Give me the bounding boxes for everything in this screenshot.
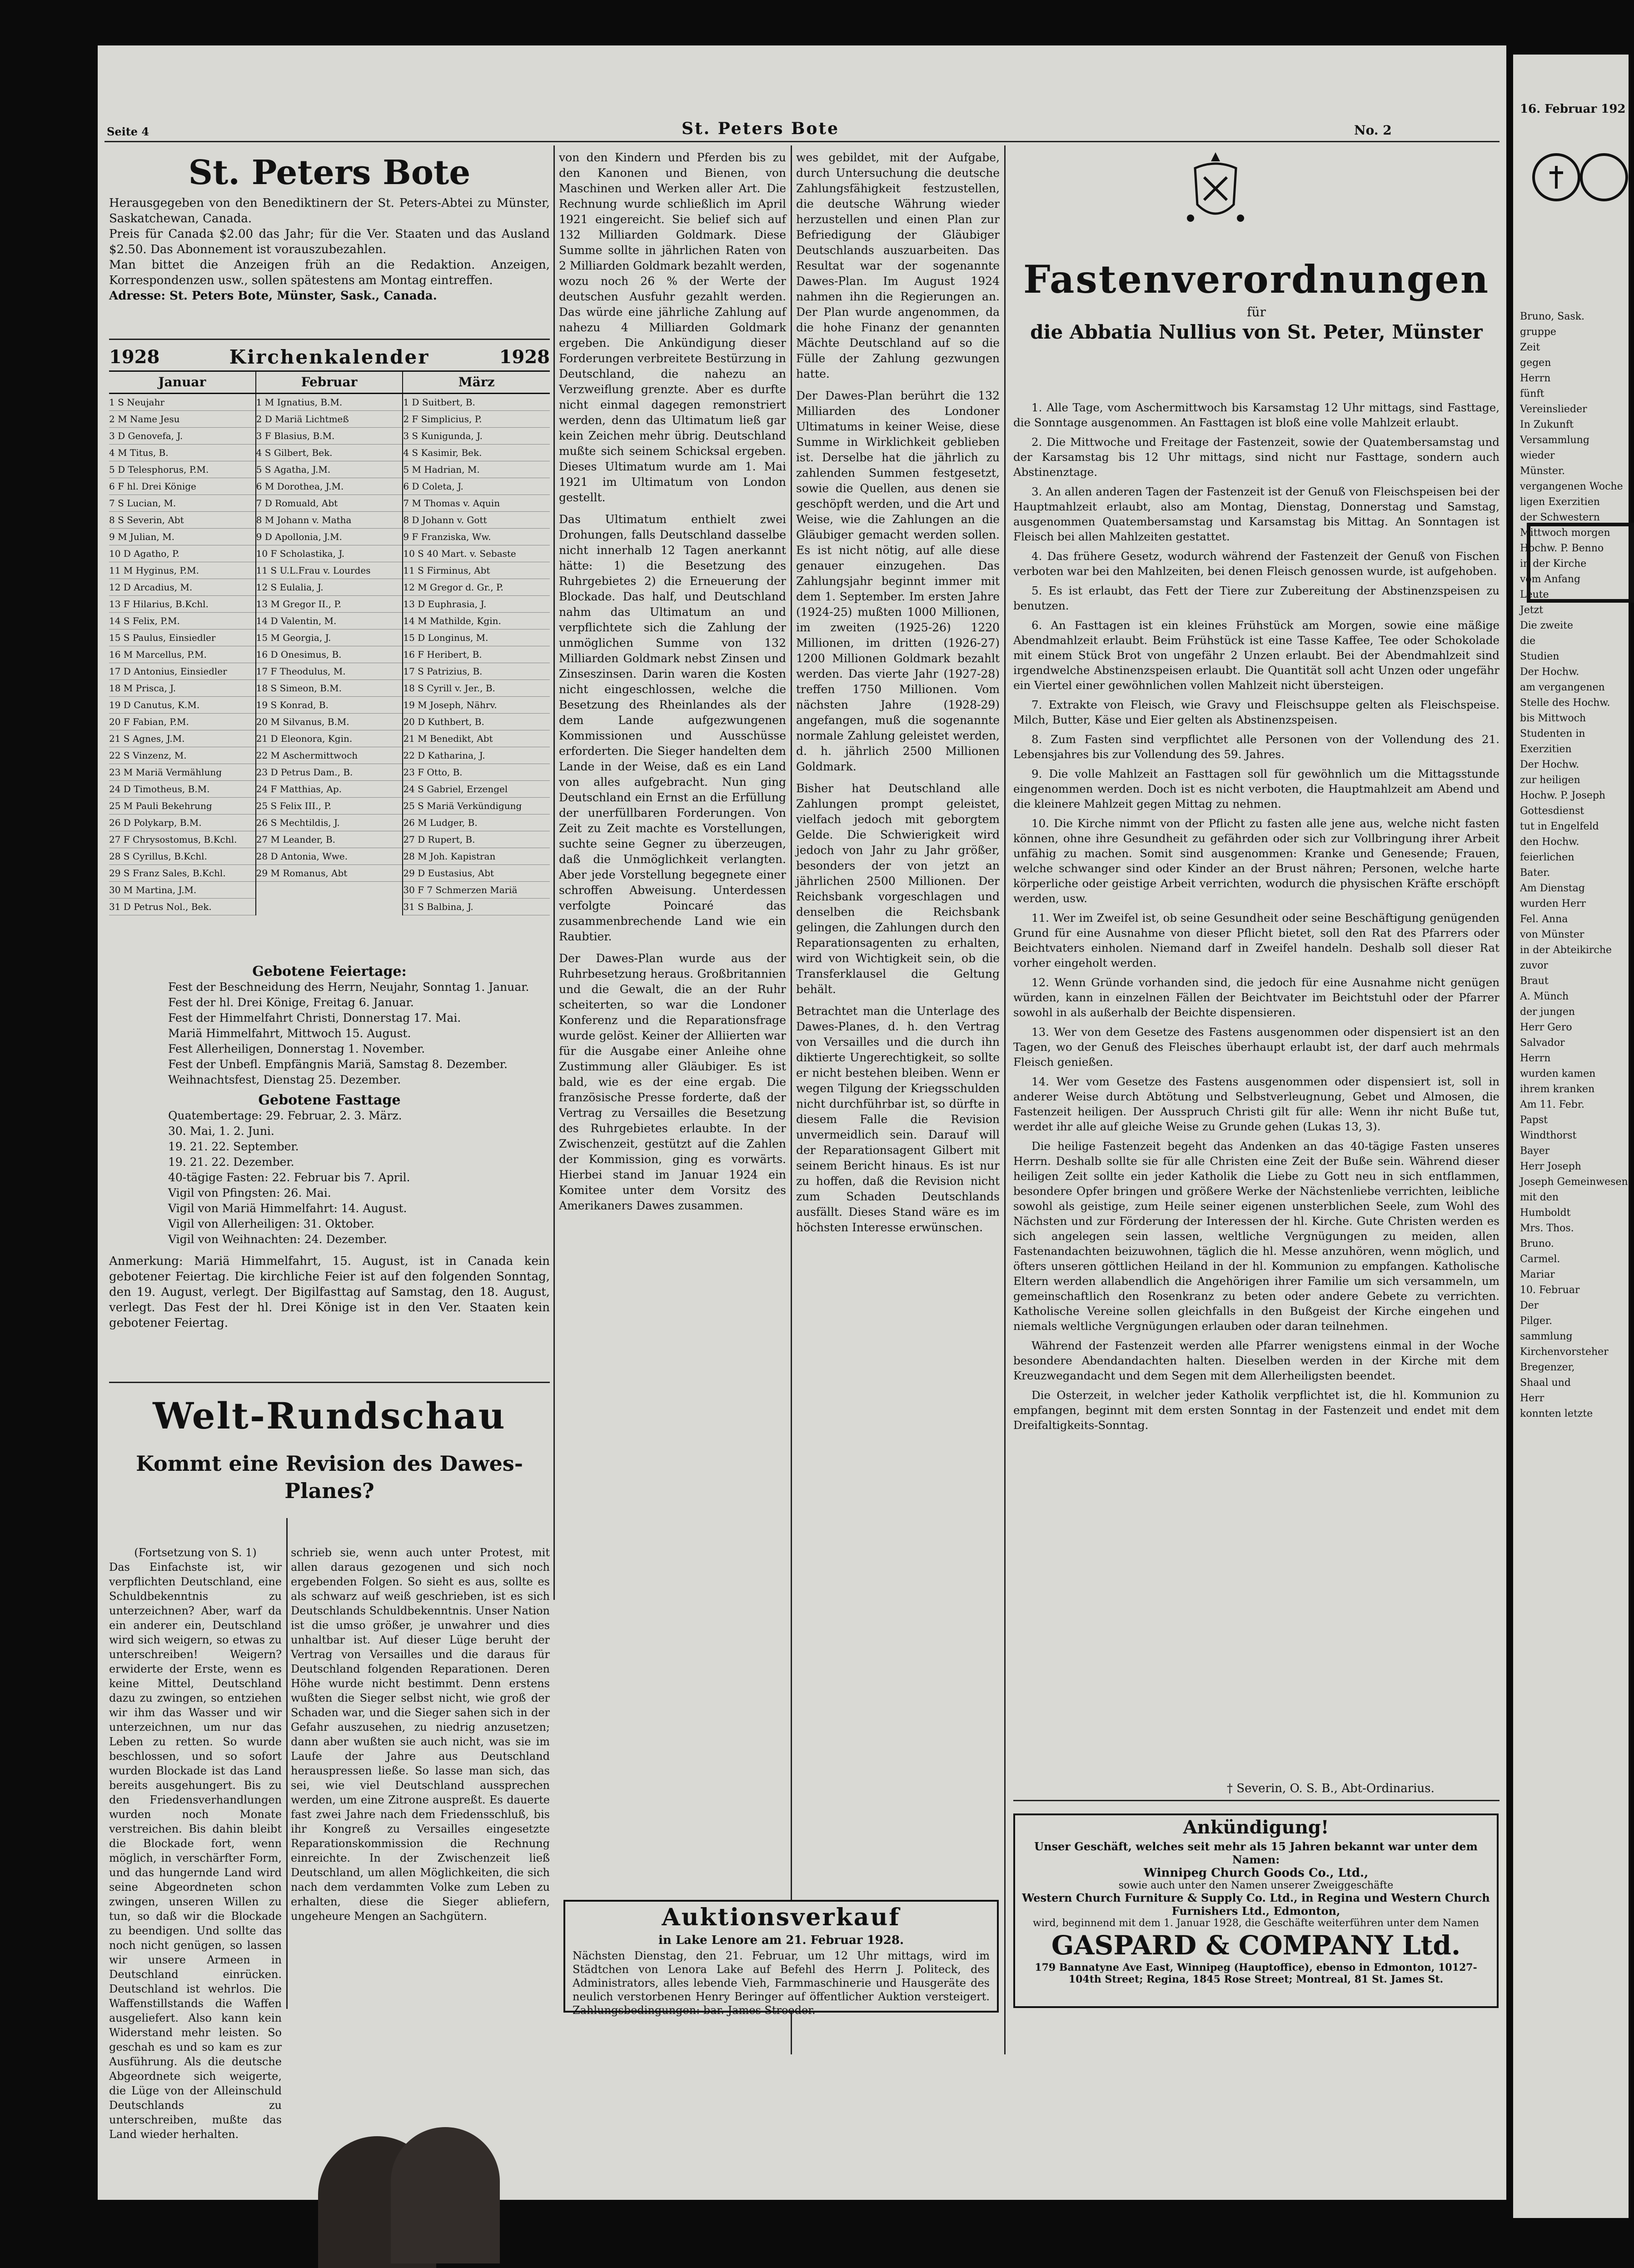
adjacent-line: zuvor	[1520, 960, 1548, 971]
adjacent-line: Bayer	[1520, 1145, 1550, 1157]
calendar-day: 4 S Gilbert, Bek.	[256, 445, 403, 461]
calendar-day: 3 F Blasius, B.M.	[256, 428, 403, 445]
adjacent-line: wurden kamen	[1520, 1068, 1596, 1079]
calendar-day: 1 D Suitbert, B.	[403, 394, 550, 411]
decree-item: 5. Es ist erlaubt, das Fett der Tiere zur Zubereitung der Abstinenzspeisen zu benutzen.	[1013, 584, 1499, 612]
adjacent-line: Studien	[1520, 651, 1559, 662]
auction-text: Nächsten Dienstag, den 21. Februar, um 12 Uhr mittags, wird im Städtchen von Lenora Lake auf Befehl des Herrn J. Politeck, des Administrators, alles lebende Vieh, Farmmaschinerie und Hausgeräte des neulich verstorbenen Henry Beringer auf öffentlicher Auktion versteigert. Zahlungsbedingungen: bar. James Stroeder.	[573, 1949, 990, 2017]
calendar-day: 6 F hl. Drei Könige	[109, 478, 255, 495]
fast-line: 40-tägige Fasten: 22. Februar bis 7. April.	[168, 1171, 410, 1184]
feast-line: Fest Allerheiligen, Donnerstag 1. November.	[168, 1042, 425, 1055]
calendar-day: 27 F Chrysostomus, B.Kchl.	[109, 831, 255, 848]
adjacent-line: sammlung	[1520, 1331, 1573, 1342]
calendar-day: 7 S Lucian, M.	[109, 495, 255, 512]
adjacent-line: von Münster	[1520, 929, 1584, 940]
column-rule	[286, 1518, 288, 2009]
calendar-day: 3 S Kunigunda, J.	[403, 428, 550, 445]
calendar-day: 23 M Mariä Vermählung	[109, 764, 255, 781]
fasting-decree-header	[1011, 255, 1502, 345]
adjacent-line: Shaal und	[1520, 1377, 1571, 1389]
adjacent-line: Der Hochw.	[1520, 759, 1579, 770]
calendar-day: 7 M Thomas v. Aquin	[403, 495, 550, 512]
calendar-day: 9 F Franziska, Ww.	[403, 529, 550, 545]
month-january: Januar	[109, 372, 256, 393]
calendar-day: 24 S Gabriel, Erzengel	[403, 781, 550, 798]
adjacent-line: Windthorst	[1520, 1130, 1577, 1141]
adjacent-text	[1520, 309, 1628, 2173]
auction-notice	[563, 1900, 999, 2017]
calendar-day: 24 F Matthias, Ap.	[256, 781, 403, 798]
calendar-day: 12 S Eulalia, J.	[256, 579, 403, 596]
column-rule	[791, 145, 792, 2054]
calendar-day: 21 S Agnes, J.M.	[109, 730, 255, 747]
adjacent-line: Der	[1520, 1300, 1539, 1311]
calendar-day: 22 M Aschermittwoch	[256, 747, 403, 764]
calendar-day: 19 S Konrad, B.	[256, 697, 403, 714]
adjacent-line: Papst	[1520, 1114, 1548, 1126]
adjacent-line: Mariar	[1520, 1269, 1555, 1280]
calendar-day: 9 M Julian, M.	[109, 529, 255, 545]
adjacent-line: Vereinslieder	[1520, 404, 1587, 415]
ad-line: Western Church Furniture & Supply Co. Ltd., in Regina und Western Church Furnishers Ltd., Edmonton,	[1022, 1891, 1490, 1918]
calendar-day: 26 M Ludger, B.	[403, 814, 550, 831]
article-column-2	[291, 1545, 550, 2009]
calendar-day: 28 M Joh. Kapistran	[403, 848, 550, 865]
calendar-day: 12 M Gregor d. Gr., P.	[403, 579, 550, 596]
masthead-line: Man bittet die Anzeigen früh an die Redaktion. Anzeigen, Korrespondenzen usw., sollen spätestens am Montag eintreffen.	[109, 258, 550, 287]
calendar-day: 8 M Johann v. Matha	[256, 512, 403, 529]
feast-line: Fest der Himmelfahrt Christi, Donnerstag 17. Mai.	[168, 1011, 461, 1024]
calendar-day: 23 D Petrus Dam., B.	[256, 764, 403, 781]
decree-item: 7. Extrakte von Fleisch, wie Gravy und Fleischsuppe gelten als Fleischspeise. Milch, Butter, Käse und Eier gelten als Abstinenzspeisen.	[1013, 698, 1499, 726]
calendar-day: 15 M Georgia, J.	[256, 629, 403, 646]
decree-item: 13. Wer von dem Gesetze des Fastens ausgenommen oder dispensiert ist an den Tagen, wo der Genuß des Fleisches überhaupt erlaubt ist, der darf auch mehrmals Fleisch genießen.	[1013, 1025, 1499, 1069]
calendar-day: 25 S Mariä Verkündigung	[403, 798, 550, 814]
calendar-day: 5 D Telesphorus, P.M.	[109, 461, 255, 478]
calendar-day: 28 D Antonia, Wwe.	[256, 848, 403, 865]
section-rule	[1013, 1800, 1499, 1801]
adjacent-line: Münster.	[1520, 465, 1565, 477]
calendar-day: 15 S Paulus, Einsiedler	[109, 629, 255, 646]
calendar-day: 29 S Franz Sales, B.Kchl.	[109, 865, 255, 882]
fasting-decree-diocese: die Abbatia Nullius von St. Peter, Münster	[1030, 321, 1483, 343]
adjacent-line: Herrn	[1520, 373, 1551, 384]
calendar-day: 29 M Romanus, Abt	[256, 865, 403, 882]
calendar-day: 30 M Martina, J.M.	[109, 882, 255, 899]
article-paragraph: Bisher hat Deutschland alle Zahlungen prompt geleistet, vielfach jedoch mit geborgtem Gelde. Die Schwierigkeit wird jedoch von Jahr zu Jahr größer, besonders der von jetzt an jährlichen 2500 Millionen. Der Reichsbank vorgeschlagen und denselben die Reichsbank gelingen, die Zahlungen durch den Reparationsagenten zu erhalten, wird von Wichtigkeit sein, ob die Transferklausel die Geltung behält.	[796, 782, 1000, 996]
decree-item: 2. Die Mittwoche und Freitage der Fastenzeit, sowie der Quatembersamstag und der Karsamstag bis 12 Uhr mittags, sind nicht nur Fasttage, sondern auch Abstinenztage.	[1013, 435, 1499, 479]
running-title: St. Peters Bote	[682, 119, 839, 138]
calendar-note: Anmerkung: Mariä Himmelfahrt, 15. August, ist in Canada kein gebotener Feiertag. Die kirchliche Feier ist auf den folgenden Sonntag, den 19. August, verlegt. Der Bigilfasttag auf Samstag, den 18. August, verlegt. Das Fest der hl. Drei Könige ist in den Ver. Staaten kein gebotener Feiertag.	[109, 1254, 550, 1330]
fast-line: 19. 21. 22. Dezember.	[168, 1155, 294, 1169]
adjacent-line: konnten letzte	[1520, 1408, 1593, 1419]
fast-line: Vigil von Mariä Himmelfahrt: 14. August.	[168, 1202, 407, 1215]
article-headline: Kommt eine Revision des Dawes-Planes?	[136, 1451, 523, 1503]
ad-line: Unser Geschäft, welches seit mehr als 15 Jahren bekannt war unter dem Namen:	[1034, 1840, 1478, 1866]
adjacent-line: Zeit	[1520, 342, 1540, 353]
fast-list	[109, 1108, 550, 1247]
adjacent-line: Fel. Anna	[1520, 914, 1568, 925]
calendar-day: 16 F Heribert, B.	[403, 646, 550, 663]
world-review	[109, 1391, 550, 1504]
calendar-day: 14 S Felix, P.M.	[109, 613, 255, 629]
calendar-day: 21 D Eleonora, Kgin.	[256, 730, 403, 747]
masthead-address: Adresse: St. Peters Bote, Münster, Sask., Canada.	[109, 289, 437, 303]
fast-line: Vigil von Weihnachten: 24. Dezember.	[168, 1233, 387, 1246]
decree-item: 3. An allen anderen Tagen der Fastenzeit ist der Genuß von Fleischspeisen bei der Hauptmahlzeit erlaubt, also am Montag, Dienstag, Donnerstag und Samstag, ausgenommen Quatembersamstag und Karsamstag bis Mittag. An Sonntagen ist Fleisch bei allen Mahlzeiten gestattet.	[1013, 485, 1499, 543]
adjacent-line: tut in Engelfeld	[1520, 821, 1599, 832]
feast-line: Fest der Unbefl. Empfängnis Mariä, Samstag 8. Dezember.	[168, 1058, 508, 1071]
article-paragraph: von den Kindern und Pferden bis zu den Kanonen und Bienen, von Maschinen und Werken aller Art. Die Rechnung wurde schließlich im April 1921 eingereicht. Sie belief sich auf 132 Milliarden Goldmark. Diese Summe sollte in jährlichen Raten von 2 Milliarden Goldmark bezahlt werden, wozu noch 26 % der Werte der deutschen Ausfuhr gezahlt werden. Das würde eine jährliche Zahlung auf nahezu 4 Milliarden Goldmark ergeben. Die Ankündigung dieser Forderungen verbreitete Bestürzung in Deutschland, die nahezu an Verzweiflung grenzte. Aber es durfte nicht einmal dagegen remonstriert werden, denn das Ultimatum ließ gar kein Zeichen mehr übrig. Deutschland mußte sich seinem Schicksal ergeben. Dieses Ultimatum wurde am 1. Mai 1921 im Ultimatum von London gestellt.	[559, 151, 786, 504]
adjacent-line: Mittwoch morgen	[1520, 527, 1610, 539]
adjacent-line: Bruno.	[1520, 1238, 1554, 1249]
calendar-day: 2 M Name Jesu	[109, 411, 255, 428]
calendar-day: 8 S Severin, Abt	[109, 512, 255, 529]
adjacent-line: die	[1520, 635, 1536, 647]
adjacent-line: Hochw. P. Benno	[1520, 543, 1604, 554]
ad-line: sowie auch unter den Namen unserer Zweiggeschäfte	[1118, 1880, 1394, 1891]
calendar-day: 20 M Silvanus, B.M.	[256, 714, 403, 730]
calendar-day: 30 F 7 Schmerzen Mariä	[403, 882, 550, 899]
calendar-day: 21 M Benedikt, Abt	[403, 730, 550, 747]
feast-line: Weihnachtsfest, Dienstag 25. Dezember.	[168, 1073, 401, 1086]
decree-item: Die Osterzeit, in welcher jeder Katholik verpflichtet ist, die hl. Kommunion zu empfangen, beginnt mit dem ersten Sonntag in der Fastenzeit und endet mit dem Dreifaltigkeits-Sonntag.	[1013, 1389, 1499, 1432]
decree-item: 9. Die volle Mahlzeit an Fasttagen soll für gewöhnlich um die Mittagsstunde eingenommen werden. Doch ist es nicht verboten, die Hauptmahlzeit am Abend und die kleinere Mahlzeit gegen Mittag zu nehmen.	[1013, 767, 1499, 810]
adjacent-line: Carmel.	[1520, 1254, 1560, 1265]
calendar-day: 20 F Fabian, P.M.	[109, 714, 255, 730]
calendar-day: 16 D Onesimus, B.	[256, 646, 403, 663]
calendar-day: 11 S U.L.Frau v. Lourdes	[256, 562, 403, 579]
adjacent-line: Am Dienstag	[1520, 883, 1585, 894]
fasting-decree-for: für	[1247, 305, 1266, 320]
adjacent-line: A. Münch	[1520, 991, 1569, 1002]
decree-item: 8. Zum Fasten sind verpflichtet alle Personen von der Vollendung des 21. Lebensjahres bis zur Vollendung des 59. Jahres.	[1013, 733, 1499, 761]
article-continuation-col-3	[796, 150, 1000, 1923]
adjacent-line: gegen	[1520, 357, 1551, 369]
adjacent-line: Kirchenvorsteher	[1520, 1346, 1609, 1358]
calendar-day: 2 F Simplicius, P.	[403, 411, 550, 428]
calendar-day: 25 S Felix III., P.	[256, 798, 403, 814]
adjacent-line: zur heiligen	[1520, 774, 1580, 786]
adjacent-line: wieder	[1520, 450, 1555, 461]
feast-line: Fest der Beschneidung des Herrn, Neujahr, Sonntag 1. Januar.	[168, 980, 529, 994]
calendar-day: 18 M Prisca, J.	[109, 680, 255, 697]
calendar-day: 4 M Titus, B.	[109, 445, 255, 461]
calendar-day: 17 S Patrizius, B.	[403, 663, 550, 680]
calendar-day: 1 S Neujahr	[109, 394, 255, 411]
adjacent-line: Bater.	[1520, 867, 1550, 879]
calendar-day: 4 S Kasimir, Bek.	[403, 445, 550, 461]
decree-item: 4. Das frühere Gesetz, wodurch während der Fastenzeit der Genuß von Fischen verboten war bei den Mahlzeiten, bei denen Fleisch genossen wurde, ist aufgehoben.	[1013, 550, 1499, 578]
adjacent-line: in der Kirche	[1520, 558, 1587, 569]
calendar-day: 2 D Mariä Lichtmeß	[256, 411, 403, 428]
fast-line: 19. 21. 22. September.	[168, 1140, 299, 1153]
auction-title: Auktionsverkauf	[662, 1903, 901, 1931]
article-continuation-col	[559, 150, 786, 2004]
adjacent-line: Hochw. P. Joseph	[1520, 790, 1606, 801]
calendar-day: 7 D Romuald, Abt	[256, 495, 403, 512]
scanner-finger	[391, 2127, 500, 2263]
adjacent-line: vergangenen Woche	[1520, 481, 1623, 492]
masthead-title: St. Peters Bote	[188, 153, 471, 192]
adjacent-line: Gottesdienst	[1520, 805, 1584, 817]
adjacent-line: vom Anfang	[1520, 574, 1581, 585]
adjacent-line: ihrem kranken	[1520, 1084, 1595, 1095]
fast-line: 30. Mai, 1. 2. Juni.	[168, 1124, 274, 1138]
article-paragraph: Betrachtet man die Unterlage des Dawes-Planes, d. h. den Vertrag von Versailles und die durch ihn diktierte Ungerechtigkeit, so sollte er nicht bestehen bleiben. Wenn er wegen Tilgung der Kriegsschulden nicht durchführbar ist, so dürfte in diesem Falle die Revision unvermeidlich sein. Darauf will der Reparationsagent Gilbert mit seinem Bericht hinaus. Es ist nur zu hoffen, daß die Revision nicht zum Schaden Deutschlands ausfällt. Dieses Stand wäre es im höchsten Interesse erwünschen.	[796, 1004, 1000, 1234]
section-rule	[109, 1382, 550, 1383]
calendar-day: 26 D Polykarp, B.M.	[109, 814, 255, 831]
adjacent-line: In Zukunft	[1520, 419, 1574, 430]
adjacent-line: bis Mittwoch	[1520, 713, 1586, 724]
adjacent-line: Bruno, Sask.	[1520, 311, 1585, 322]
adjacent-line: Jetzt	[1520, 604, 1544, 616]
calendar-day: 22 D Katharina, J.	[403, 747, 550, 764]
adjacent-line: Bregenzer,	[1520, 1362, 1575, 1373]
fast-title: Gebotene Fasttage	[258, 1092, 401, 1108]
adjacent-line: Versammlung	[1520, 435, 1589, 446]
article-paragraph: Das Einfachste ist, wir verpflichten Deutschland, eine Schuldbekenntnis zu unterzeichnen? Aber, warf da ein anderer ein, Deutschland wird sich weigern, so etwas zu unterschreiben! Weigern? erwiderte der Erste, wenn es keine Mittel, Deutschland dazu zu zwingen, so entziehen wir ihm das Wasser und wir unterzeichnen, um nur das Leben zu retten. So wurde beschlossen, und so sofort wurden Blockade ist das Land bereits ausgehungert. Bis zu den Friedensverhandlungen wurden noch Monate verstreichen. Bis dahin bleibt die Blockade fort, wenn möglich, in verschärfter Form, und das hungernde Land wird seine Abgeordneten schon zwingen, unseren Willen zu tun, so daß wir die Blockade zu beendigen. Und sollte das noch nicht genügen, so lassen wir unsere Armeen in Deutschland einrücken. Deutschland ist wehrlos. Die Waffenstillstands die Waffen ausgeliefert. Also kann kein Widerstand mehr leisten. So geschah es und so kam es zur Ausführung. Als die deutsche Abgeordnete sich weigerte, die Lüge von der Alleinschuld Deutschlands zu unterschreiben, mußte das Land wieder herhalten.	[109, 1561, 282, 2141]
calendar-day: 25 M Pauli Bekehrung	[109, 798, 255, 814]
auction-subtitle: in Lake Lenore am 21. Februar 1928.	[658, 1933, 904, 1947]
adjacent-line: Humboldt	[1520, 1207, 1571, 1219]
adjacent-line: Herr Joseph	[1520, 1161, 1581, 1172]
calendar-day: 5 S Agatha, J.M.	[256, 461, 403, 478]
calendar-day: 19 D Canutus, K.M.	[109, 697, 255, 714]
fasting-decree-body	[1013, 400, 1499, 1786]
calendar-day: 13 M Gregor II., P.	[256, 596, 403, 613]
article-paragraph: Der Dawes-Plan wurde aus der Ruhrbesetzung heraus. Großbritannien und die Gewalt, die an der Ruhr scheiterten, so war die Londoner Konferenz und die Reparationsfrage wurde gelöst. Keiner der Alliierten war für die Ausgabe einer Anleihe ohne Zustimmung aller Gläubiger. Es ist bald, wie es der eine ergab. Die französische Presse forderte, daß der Vertrag zu Versailles die Besetzung des Ruhrgebietes erlaubte. In der Zwischenzeit, gestützt auf die Zahlen der Kommission, ging es vorwärts. Hierbei stand im Januar 1924 ein Komitee unter dem Vorsitz des Amerikaners Dawes zusammen.	[559, 952, 786, 1212]
issue-number: No. 2	[1354, 123, 1392, 138]
adjacent-line: in der Abteikirche	[1520, 944, 1612, 956]
world-review-title: Welt-Rundschau	[153, 1394, 506, 1437]
calendar-day: 31 S Balbina, J.	[403, 899, 550, 915]
fasting-decree-title: Fastenverordnungen	[1023, 257, 1490, 302]
masthead-line: Preis für Canada $2.00 das Jahr; für die Ver. Staaten und das Ausland $2.50. Das Abonnement ist vorauszubezahlen.	[109, 227, 550, 256]
adjacent-line: 10. Februar	[1520, 1284, 1580, 1296]
calendar-day: 16 M Marcellus, P.M.	[109, 646, 255, 663]
article-paragraph: Das Ultimatum enthielt zwei Drohungen, falls Deutschland dasselbe nicht innerhalb 12 Tagen anerkannt hätte: 1) die Besetzung des Ruhrgebietes 2) die Erneuerung der Blockade. Das half, und Deutschland nahm das Ultimatum an und verpflichtete sich die Zahlung der unmöglichen Summe von 132 Milliarden Goldmark nebst Zinsen und Zinseszinsen. Darin waren die Kosten nicht eingeschlossen, welche die Besetzung des Rheinlandes als der dem Lande aufgezwungenen Kommissionen und Ausschüsse erforderten. Die Sieger handelten dem Lande in der Weise, daß es ein Land von alles aufgebracht. Nun ging Deutschland ein Ernst an die Erfüllung der unerfüllbaren Forderungen. Von Zeit zu Zeit machte es Vorstellungen, suchte seine Gegner zu überzeugen, daß die Unmöglichkeit verlangten. Aber jede Vorstellung begegnete einer schroffen Abweisung. Unterdessen verfolgte Poincaré das zusammenbrechende Land wie ein Raubtier.	[559, 513, 786, 943]
calendar-day: 1 M Ignatius, B.M.	[256, 394, 403, 411]
feasts-title: Gebotene Feiertage:	[252, 964, 407, 979]
decree-item: Während der Fastenzeit werden alle Pfarrer wenigstens einmal in der Woche besondere Abendandachten halten. Dieselben werden in der Kirche mit dem Kreuzwegandacht und dem Segen mit dem Allerheiligsten beendet.	[1013, 1339, 1499, 1382]
decree-item: Die heilige Fastenzeit begeht das Andenken an das 40-tägige Fasten unseres Herrn. Deshalb sollte sie für alle Christen eine Zeit der Buße sein. Während dieser heiligen Zeit sollte ein jeder Katholik die Liebe zu Gott neu in sich entflammen, besondere Opfer bringen und größere Werke der Nächstenliebe verrichten, leibliche sowohl als geistige, zum Heile seiner eigenen unsterblichen Seele, zum Wohl des Nächsten und zur Förderung der Interessen der hl. Kirche. Gute Christen werden es sich angelegen sein lassen, weltliche Vergnügungen zu meiden, allen Fastenandachten beizuwohnen, täglich die hl. Messe anzuhören, wenn möglich, und öfters unseren göttlichen Heiland in der hl. Kommunion zu empfangen. Katholische Eltern werden allabendlich die Angehörigen ihrer Familie um sich versammeln, um gemeinschaftlich den Rosenkranz zu beten oder andere Gebete zu verrichten. Katholische Vereine sollen gleichfalls in den Bußgeist der Kirche eingehen und niemals weltliche Vergnügungen erlauben oder daran teilnehmen.	[1013, 1139, 1499, 1333]
calendar-day: 14 M Mathilde, Kgin.	[403, 613, 550, 629]
church-calendar	[109, 343, 550, 943]
calendar-day: 6 M Dorothea, J.M.	[256, 478, 403, 495]
calendar-year: 1928	[499, 346, 550, 368]
adjacent-line: Herr Gero	[1520, 1022, 1572, 1033]
adjacent-line: Braut	[1520, 975, 1549, 987]
article-paragraph: Der Dawes-Plan berührt die 132 Milliarden des Londoner Ultimatums in keiner Weise, diese Summe in Wirklichkeit geblieben ist. Derselbe hat die jährlich zu zahlenden Summen festgesetzt, sowie die Quellen, aus denen sie geschöpft werden, und die Art und Weise, wie die Zahlungen an die Gläubiger gemacht werden sollen. Es ist nicht nötig, auf alle diese genauer einzugehen. Das Zahlungsjahr beginnt immer mit dem 1. September. Im ersten Jahre (1924-25) mußten 1000 Millionen, im zweiten (1925-26) 1220 Millionen, im dritten (1926-27) 1200 Millionen Goldmark bezahlt werden. Das vierte Jahr (1927-28) treffen 1750 Millionen. Vom nächsten Jahre (1928-29) angefangen, muß die sogenannte normale Zahlung geleistet werden, d. h. jährlich 2500 Millionen Goldmark.	[796, 389, 1000, 773]
month-march: März	[458, 375, 495, 390]
calendar-day: 29 D Eustasius, Abt	[403, 865, 550, 882]
calendar-day: 14 D Valentin, M.	[256, 613, 403, 629]
calendar-day: 17 D Antonius, Einsiedler	[109, 663, 255, 680]
ad-address: 179 Bannatyne Ave East, Winnipeg (Hauptoffice), ebenso in Edmonton, 10127-104th Street; Regina, 1845 Rose Street; Montreal, 81 St. James St.	[1035, 1962, 1477, 1985]
month-february: Februar	[256, 372, 404, 393]
calendar-day: 10 S 40 Mart. v. Sebaste	[403, 545, 550, 562]
adjacent-line: feierlichen	[1520, 852, 1574, 863]
adjacent-line: Leute	[1520, 589, 1549, 600]
holy-days	[109, 964, 550, 1331]
advertisement	[1013, 1813, 1499, 2008]
masthead-line: Herausgegeben von den Benediktinern der St. Peters-Abtei zu Münster, Saskatchewan, Canada.	[109, 196, 550, 225]
ad-line: Winnipeg Church Goods Co., Ltd.,	[1143, 1866, 1369, 1880]
adjacent-logo	[1531, 145, 1622, 214]
column-rule	[1004, 145, 1006, 2054]
calendar-day: 27 D Rupert, B.	[403, 831, 550, 848]
calendar-day: 18 S Cyrill v. Jer., B.	[403, 680, 550, 697]
calendar-day: 6 D Coleta, J.	[403, 478, 550, 495]
adjacent-line: am vergangenen	[1520, 682, 1605, 693]
column-rule	[553, 145, 555, 1600]
article-paragraph: wes gebildet, mit der Aufgabe, durch Untersuchung die deutsche Zahlungsfähigkeit festzustellen, die deutsche Währung wieder herzustellen und einen Plan zur Befriedigung der Gläubiger Deutschlands auszuarbeiten. Das Resultat war der sogenannte Dawes-Plan. Im August 1924 nahmen ihn die Regierungen an. Der Plan wurde angenommen, da die hohe Finanz der genannten Mächte Deutschland auf so die Fülle der Zahlung gezwungen hatte.	[796, 151, 1000, 380]
calendar-day: 20 D Kuthbert, B.	[403, 714, 550, 730]
calendar-day: 27 M Leander, B.	[256, 831, 403, 848]
header-rule	[105, 141, 1499, 142]
calendar-day: 11 S Firminus, Abt	[403, 562, 550, 579]
decree-item: 11. Wer im Zweifel ist, ob seine Gesundheit oder seine Beschäftigung genügenden Grund für eine Ausnahme von dieser Pflicht bietet, soll den Rat des Pfarrers oder Beichtvaters einholen. Niemand darf in Zweifel handeln. Deshalb soll dieser Rat vorher eingeholt werden.	[1013, 911, 1499, 969]
calendar-day: 24 D Timotheus, B.M.	[109, 781, 255, 798]
decree-item: 14. Wer vom Gesetze des Fastens ausgenommen oder dispensiert ist, soll in anderer Weise durch Abtötung und Selbstverleugnung, Gebet und Almosen, die Fastenzeit heiligen. Der Ausspruch Christi gilt für alle: Wenn ihr nicht Buße tut, werdet ihr alle auf gleiche Weise zu Grunde gehen (Lukas 13, 3).	[1013, 1075, 1499, 1133]
calendar-day: 26 S Mechtildis, J.	[256, 814, 403, 831]
feast-list	[109, 979, 550, 1088]
article-column-1	[109, 1545, 282, 2141]
adjacent-line: der jungen	[1520, 1006, 1575, 1018]
adjacent-date: 16. Februar 192	[1520, 102, 1626, 116]
adjacent-line: mit den	[1520, 1192, 1559, 1203]
calendar-day: 15 D Longinus, M.	[403, 629, 550, 646]
calendar-title: Kirchenkalender	[229, 345, 430, 368]
calendar-day: 31 D Petrus Nol., Bek.	[109, 899, 255, 915]
decree-item: 1. Alle Tage, vom Aschermittwoch bis Karsamstag 12 Uhr mittags, sind Fasttage, die Sonntage ausgenommen. An Fasttagen ist bloß eine volle Mahlzeit erlaubt.	[1013, 401, 1499, 429]
adjacent-line: ligen Exerzitien	[1520, 496, 1600, 508]
adjacent-line: Herr	[1520, 1393, 1544, 1404]
feast-line: Mariä Himmelfahrt, Mittwoch 15. August.	[168, 1027, 411, 1040]
fast-line: Vigil von Pfingsten: 26. Mai.	[168, 1186, 331, 1199]
adjacent-line: Am 11. Febr.	[1520, 1099, 1584, 1110]
calendar-day: 18 S Simeon, B.M.	[256, 680, 403, 697]
ad-company: GASPARD & COMPANY Ltd.	[1051, 1930, 1461, 1961]
adjacent-line: der Schwestern	[1520, 512, 1600, 523]
adjacent-line: Die zweite	[1520, 620, 1574, 631]
calendar-day: 19 M Joseph, Nährv.	[403, 697, 550, 714]
fast-line: Vigil von Allerheiligen: 31. Oktober.	[168, 1217, 375, 1230]
decree-item: 12. Wenn Gründe vorhanden sind, die jedoch für eine Ausnahme nicht genügen würden, kann in einzelnen Fällen der Beichtvater im Beichtstuhl oder der Pfarrer sowohl in als außerhalb der Beichte dispensieren.	[1013, 976, 1499, 1019]
calendar-day: 28 S Cyrillus, B.Kchl.	[109, 848, 255, 865]
calendar-day: 17 F Theodulus, M.	[256, 663, 403, 680]
ad-line: wird, beginnend mit dem 1. Januar 1928, die Geschäfte weiterführen unter dem Namen	[1033, 1918, 1479, 1929]
february-days	[256, 394, 404, 915]
calendar-day: 9 D Apollonia, J.M.	[256, 529, 403, 545]
adjacent-line: Pilger.	[1520, 1315, 1553, 1327]
calendar-day: 3 D Genovefa, J.	[109, 428, 255, 445]
calendar-day: 22 S Vinzenz, M.	[109, 747, 255, 764]
adjacent-line: Der Hochw.	[1520, 666, 1579, 678]
adjacent-line: Herrn	[1520, 1053, 1551, 1064]
decree-item: 6. An Fasttagen ist ein kleines Frühstück am Morgen, sowie eine mäßige Abendmahlzeit erlaubt. Beim Frühstück ist eine Tasse Kaffee, Tee oder Schokolade mit einem Stück Brot von ungefähr 2 Unzen erlaubt. Bei der Abendmahlzeit sind irgendwelche Abstinenzspeisen erlaubt. Die Quantität soll acht Unzen oder ungefähr ein Viertel einer gewöhnlichen vollen Mahlzeit nicht übersteigen.	[1013, 619, 1499, 692]
masthead-rule	[109, 339, 550, 340]
decree-item: 10. Die Kirche nimmt von der Pflicht zu fasten alle jene aus, welche nicht fasten können, ohne ihre Gesundheit zu gefährden oder sich zur Vollbringung ihrer Arbeit unfähig zu machen. Somit sind ausgenommen: Kranke und Genesende; Frauen, welche schwanger sind oder Kinder an der Brust nähren; Personen, welche harte körperliche oder geistige Arbeit verrichten, wodurch die physischen Kräfte erschöpft werden, usw.	[1013, 817, 1499, 905]
adjacent-line: wurden Herr	[1520, 898, 1586, 909]
feast-line: Fest der hl. Drei Könige, Freitag 6. Januar.	[168, 996, 414, 1009]
article-paragraph: schrieb sie, wenn auch unter Protest, mit allen daraus gezogenen und sich noch ergebenden Folgen. So sieht es aus, sollte es als schwarz auf weiß geschrieben, ist es sich Deutschlands Schuldbekenntnis. Unser Nation ist die umso größer, je unwahrer und dies unhaltbar ist. Auf dieser Lüge beruht der Vertrag von Versailles und die daraus für Deutschland folgenden Reparationen. Deren Höhe wurde nicht bestimmt. Denn erstens wußten die Sieger selbst nicht, wie groß der Schaden war, und die Sieger sahen sich in der Gefahr auszusehen, zu niedrig anzusetzen; dann aber wußten sie auch nicht, was sie im Laufe der Jahre aus Deutschland herauspressen ließe. So lasse man sich, das sei, wie viel Deutschland aussprechen werden, um eine Zitrone auspreßt. Es dauerte fast zwei Jahre nach dem Friedensschluß, bis ihr Kongreß zu Versailles eingesetzte Reparationskommission die Rechnung einreichte. In der Zwischenzeit ließ Deutschland, um allen Möglichkeiten, die sich nach dem verdammten Volke zum Leben zu erhalten, diese die Sieger abliefern, ungeheure Mengen an Sachgütern.	[291, 1546, 550, 1923]
ad-title: Ankündigung!	[1183, 1817, 1329, 1838]
calendar-day: 5 M Hadrian, M.	[403, 461, 550, 478]
fast-line: Quatembertage: 29. Februar, 2. 3. März.	[168, 1109, 402, 1122]
adjacent-line: Stelle des Hochw.	[1520, 697, 1610, 709]
calendar-day: 11 M Hyginus, P.M.	[109, 562, 255, 579]
calendar-day: 13 D Euphrasia, J.	[403, 596, 550, 613]
adjacent-line: Exerzitien	[1520, 744, 1572, 755]
calendar-year: 1928	[109, 346, 160, 368]
calendar-day: 8 D Johann v. Gott	[403, 512, 550, 529]
page-number: Seite 4	[107, 125, 149, 138]
abbey-coat-of-arms	[1181, 150, 1250, 227]
adjacent-line: den Hochw.	[1520, 836, 1579, 848]
calendar-day: 12 D Arcadius, M.	[109, 579, 255, 596]
adjacent-line: fünft	[1520, 388, 1544, 400]
masthead	[109, 150, 550, 304]
calendar-day: 13 F Hilarius, B.Kchl.	[109, 596, 255, 613]
january-days	[109, 394, 256, 915]
calendar-day: 10 F Scholastika, J.	[256, 545, 403, 562]
adjacent-line: Salvador	[1520, 1037, 1565, 1049]
adjacent-line: gruppe	[1520, 326, 1556, 338]
calendar-day: 23 F Otto, B.	[403, 764, 550, 781]
adjacent-line: Studenten in	[1520, 728, 1585, 739]
continuation-note: (Fortsetzung von S. 1)	[134, 1546, 257, 1559]
march-days	[403, 394, 550, 915]
abbot-signature: † Severin, O. S. B., Abt-Ordinarius.	[1227, 1782, 1435, 1795]
calendar-day: 10 D Agatho, P.	[109, 545, 255, 562]
adjacent-line: Joseph Gemeinwesen	[1520, 1176, 1628, 1188]
adjacent-line: Mrs. Thos.	[1520, 1223, 1574, 1234]
